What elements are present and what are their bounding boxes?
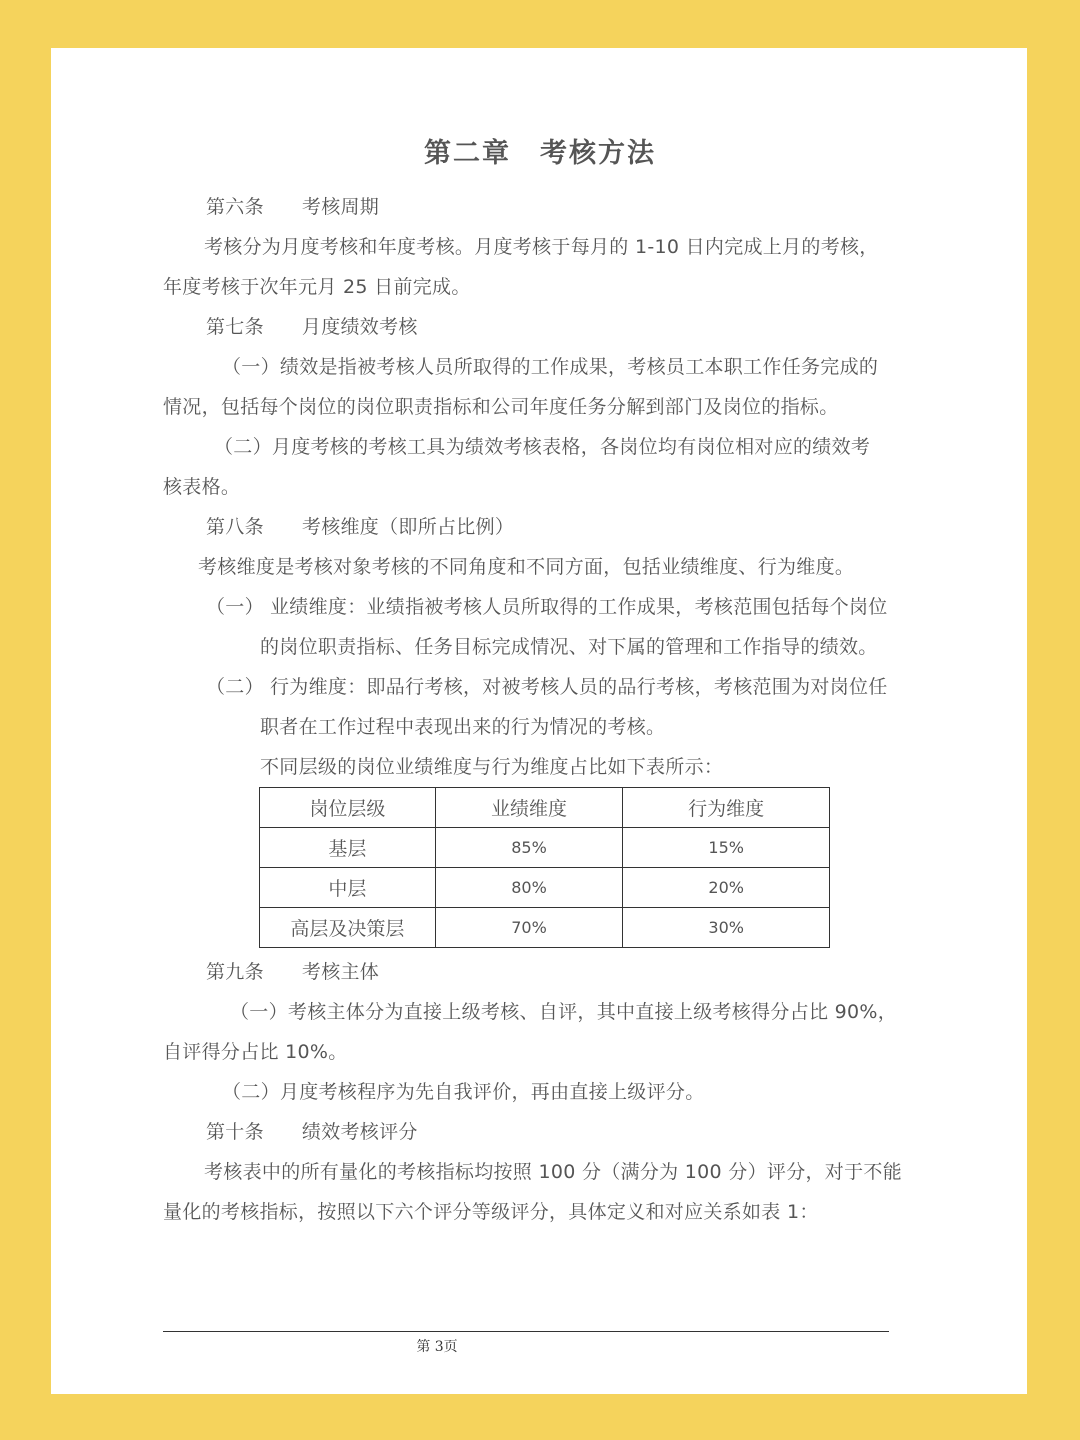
article-8-item-1-line-2: 的岗位职责指标、任务目标完成情况、对下属的管理和工作指导的绩效。 (260, 636, 878, 658)
article-9-item-1-line-1: （一）考核主体分为直接上级考核、自评，其中直接上级考核得分占比 90%， (230, 1001, 898, 1023)
table-row (260, 908, 830, 948)
article-10-label: 第十条 (206, 1121, 264, 1143)
article-10-title: 绩效考核评分 (301, 1121, 418, 1143)
article-6-text-line-1: 考核分为月度考核和年度考核。月度考核于每月的 1-10 日内完成上月的考核， (204, 236, 879, 258)
table-cell-behavior: 15% (623, 828, 830, 868)
article-7-item-1-line-1: （一）绩效是指被考核人员所取得的工作成果，考核员工本职工作任务完成的 (222, 356, 879, 378)
article-10-text-line-2: 量化的考核指标，按照以下六个评分等级评分，具体定义和对应关系如表 1： (163, 1201, 819, 1223)
article-6-heading (206, 194, 379, 220)
table-intro: 不同层级的岗位业绩维度与行为维度占比如下表所示： (260, 756, 724, 778)
article-9-title: 考核主体 (301, 961, 380, 983)
table-header-cell: 行为维度 (623, 788, 830, 828)
table-cell-behavior: 20% (623, 868, 830, 908)
article-8-item-2-line-1: 行为维度：即品行考核，对被考核人员的品行考核，考核范围为对岗位任 (270, 676, 888, 698)
article-8-item-2-line-2: 职者在工作过程中表现出来的行为情况的考核。 (260, 716, 666, 738)
chapter-title: 第二章 考核方法 (424, 138, 656, 169)
article-8-intro: 考核维度是考核对象考核的不同角度和不同方面，包括业绩维度、行为维度。 (198, 556, 855, 578)
table-cell-performance: 80% (435, 868, 623, 908)
article-8-heading (206, 514, 514, 540)
page-number: 第 3页 (416, 1339, 458, 1355)
article-10-text-line-1: 考核表中的所有量化的考核指标均按照 100 分（满分为 100 分）评分，对于不能 (204, 1161, 902, 1183)
table-cell-performance: 85% (435, 828, 623, 868)
article-8-label: 第八条 (206, 516, 264, 538)
article-9-label: 第九条 (206, 961, 264, 983)
table-cell-level: 高层及决策层 (260, 908, 436, 948)
article-7-label: 第七条 (206, 316, 264, 338)
article-6-title: 考核周期 (301, 196, 380, 218)
article-7-item-2-line-2: 核表格。 (163, 476, 241, 498)
article-10-heading (206, 1119, 418, 1145)
article-9-item-2: （二）月度考核程序为先自我评价，再由直接上级评分。 (222, 1081, 705, 1103)
article-8-title: 考核维度（即所占比例） (301, 516, 515, 538)
table-header-row (260, 788, 830, 828)
article-7-item-1-line-2: 情况，包括每个岗位的岗位职责指标和公司年度任务分解到部门及岗位的指标。 (163, 396, 839, 418)
article-9-item-1-line-2: 自评得分占比 10%。 (163, 1041, 348, 1063)
table-header-cell: 岗位层级 (260, 788, 436, 828)
article-8-item-1-line-1: 业绩维度：业绩指被考核人员所取得的工作成果，考核范围包括每个岗位 (270, 596, 888, 618)
table-cell-level: 基层 (260, 828, 436, 868)
table-cell-behavior: 30% (623, 908, 830, 948)
table-header-cell: 业绩维度 (435, 788, 623, 828)
article-6-label: 第六条 (206, 196, 264, 218)
article-7-title: 月度绩效考核 (301, 316, 418, 338)
table-cell-performance: 70% (435, 908, 623, 948)
article-8-item-1-number: （一） (206, 596, 264, 618)
table-row (260, 868, 830, 908)
ratio-table (259, 787, 830, 948)
article-6-text-line-2: 年度考核于次年元月 25 日前完成。 (163, 276, 471, 298)
article-7-heading (206, 314, 418, 340)
table-row (260, 828, 830, 868)
table-cell-level: 中层 (260, 868, 436, 908)
footer-divider (163, 1331, 889, 1332)
article-7-item-2-line-1: （二）月度考核的考核工具为绩效考核表格，各岗位均有岗位相对应的绩效考 (214, 436, 871, 458)
article-8-item-2-number: （二） (206, 676, 264, 698)
article-9-heading (206, 959, 379, 985)
